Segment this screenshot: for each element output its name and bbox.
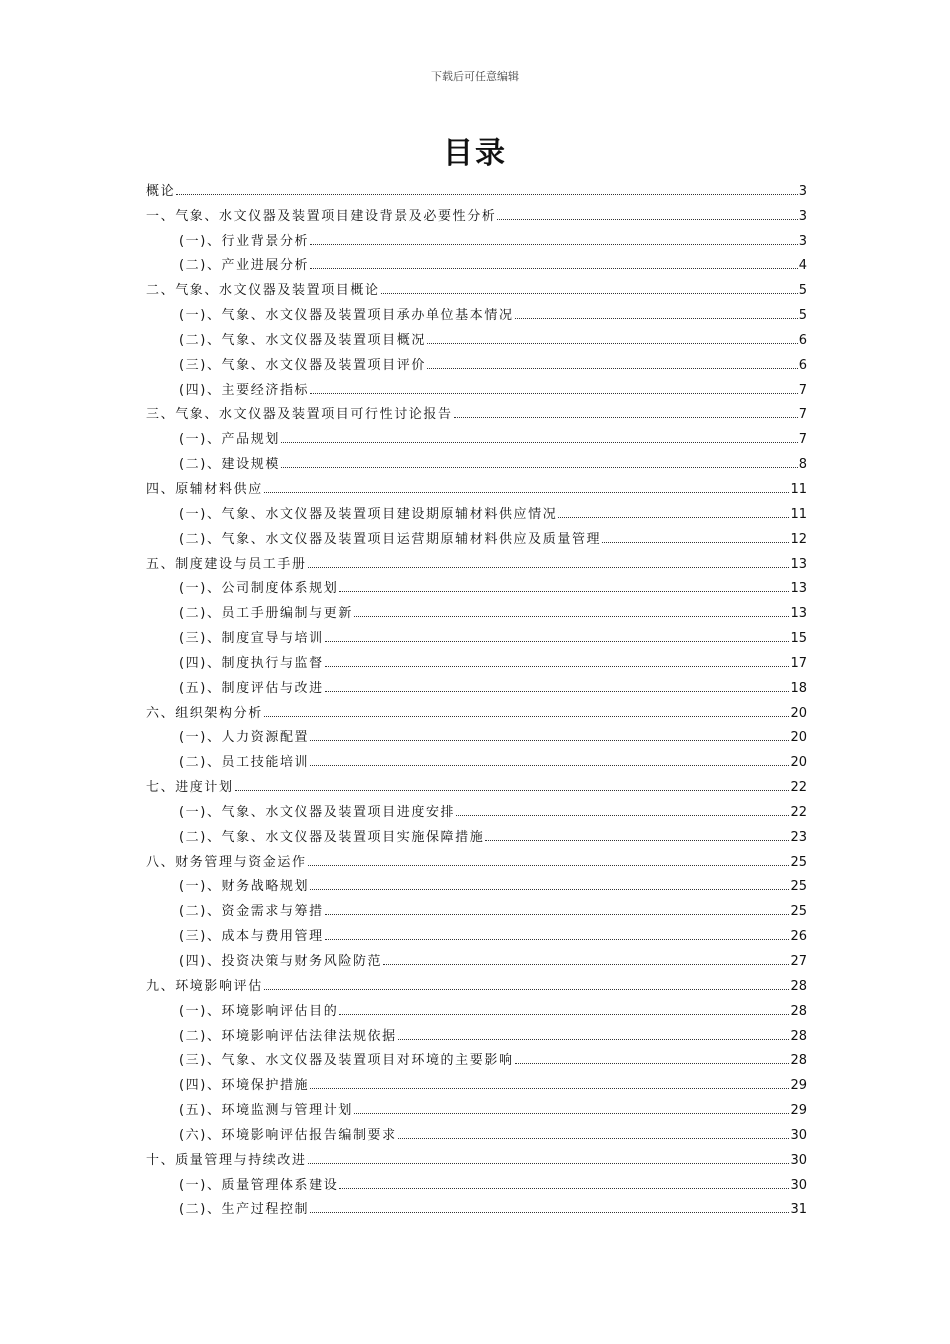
toc-entry[interactable] (146, 795, 807, 820)
dot-leader (325, 666, 790, 667)
dot-leader (264, 492, 790, 493)
toc-title: 目录 (443, 136, 507, 171)
dot-leader (264, 716, 790, 717)
toc-entry-page-number: 13 (790, 581, 807, 597)
toc-entry-page-number: 13 (790, 556, 807, 572)
toc-entry[interactable] (146, 870, 807, 895)
toc-entry-page-number: 6 (798, 357, 807, 373)
dot-leader (308, 865, 790, 866)
dot-leader (308, 567, 790, 568)
toc-entry-page-number: 12 (790, 531, 807, 547)
toc-entry-label: 七、进度计划 (146, 780, 234, 796)
dot-leader (310, 1212, 789, 1213)
toc-entry-label: 六、组织架构分析 (146, 705, 263, 721)
dot-leader (325, 641, 790, 642)
toc-entry[interactable] (146, 1193, 807, 1218)
toc-entry[interactable] (146, 224, 807, 249)
toc-entry-page-number: 22 (790, 780, 807, 796)
dot-leader (497, 219, 797, 220)
toc-entry-page-number: 7 (798, 432, 807, 448)
toc-entry[interactable] (146, 572, 807, 597)
toc-entry[interactable] (146, 969, 807, 994)
dot-leader (398, 1138, 790, 1139)
toc-entry[interactable] (146, 174, 807, 199)
toc-entry[interactable] (146, 1019, 807, 1044)
dot-leader (310, 765, 789, 766)
dot-leader (354, 1113, 790, 1114)
dot-leader (381, 293, 798, 294)
toc-entry[interactable] (146, 820, 807, 845)
toc-entry[interactable] (146, 671, 807, 696)
toc-entry-label: 九、环境影响评估 (146, 978, 263, 994)
toc-entry[interactable] (146, 845, 807, 870)
toc-entry-page-number: 7 (798, 382, 807, 398)
dot-leader (354, 616, 790, 617)
toc-entry[interactable] (146, 1093, 807, 1118)
toc-entry[interactable] (146, 472, 807, 497)
toc-entry-label: (二)、生产过程控制 (179, 1202, 310, 1218)
toc-entry[interactable] (146, 621, 807, 646)
dot-leader (383, 964, 789, 965)
toc-entry-page-number: 13 (790, 606, 807, 622)
toc-entry[interactable] (146, 721, 807, 746)
toc-entry-page-number: 28 (790, 1053, 807, 1069)
toc-entry-label: (六)、环境影响评估报告编制要求 (179, 1127, 397, 1143)
toc-entry[interactable] (146, 348, 807, 373)
toc-entry[interactable] (146, 770, 807, 795)
toc-entry-label: (四)、投资决策与财务风险防范 (179, 954, 383, 969)
toc-entry-label: (三)、气象、水文仪器及装置项目对环境的主要影响 (179, 1053, 514, 1069)
toc-entry-page-number: 31 (790, 1202, 807, 1218)
dot-leader (454, 417, 798, 418)
toc-entry-label: 四、原辅材料供应 (146, 481, 263, 497)
dot-leader (310, 1088, 789, 1089)
toc-entry-label: (五)、环境监测与管理计划 (179, 1103, 353, 1119)
toc-entry[interactable] (146, 497, 807, 522)
toc-entry-page-number: 20 (790, 705, 807, 721)
toc-entry-page-number: 8 (798, 457, 807, 473)
dot-leader (281, 467, 798, 468)
toc-entry[interactable] (146, 696, 807, 721)
toc-entry[interactable] (146, 323, 807, 348)
toc-entry-page-number: 6 (798, 332, 807, 348)
dot-leader (456, 815, 789, 816)
toc-entry-label: (一)、产品规划 (179, 432, 280, 448)
dot-leader (515, 318, 798, 319)
toc-entry[interactable] (146, 596, 807, 621)
dot-leader (325, 939, 790, 940)
toc-entry[interactable] (146, 745, 807, 770)
toc-entry-label: 五、制度建设与员工手册 (146, 556, 307, 572)
toc-entry-page-number: 28 (790, 1028, 807, 1044)
dot-leader (310, 740, 789, 741)
toc-entry-label: (四)、主要经济指标 (179, 382, 310, 398)
dot-leader (485, 840, 789, 841)
toc-entry-page-number: 11 (790, 506, 807, 522)
toc-entry-page-number: 11 (790, 481, 807, 497)
toc-entry-page-number: 25 (790, 854, 807, 870)
dot-leader (176, 194, 798, 195)
toc-entry-label: (二)、环境影响评估法律法规依据 (179, 1028, 397, 1044)
toc-entry[interactable] (146, 398, 807, 423)
toc-entry-page-number: 5 (798, 308, 807, 324)
toc-entry-page-number: 20 (790, 755, 807, 771)
dot-leader (235, 790, 790, 791)
toc-entry-label: 一、气象、水文仪器及装置项目建设背景及必要性分析 (146, 208, 497, 224)
toc-entry-label: (二)、建设规模 (179, 457, 280, 473)
toc-entry[interactable] (146, 522, 807, 547)
toc-entry-label: (二)、气象、水文仪器及装置项目运营期原辅材料供应及质量管理 (179, 531, 602, 547)
toc-entry-label: (二)、气象、水文仪器及装置项目概况 (179, 332, 426, 348)
toc-entry-label: (一)、气象、水文仪器及装置项目建设期原辅材料供应情况 (179, 506, 558, 522)
toc-entry-label: (三)、成本与费用管理 (179, 929, 324, 945)
toc-entry[interactable] (146, 373, 807, 398)
toc-entry-page-number: 5 (798, 283, 807, 299)
toc-entry-label: (一)、人力资源配置 (179, 730, 310, 746)
dot-leader (310, 268, 798, 269)
toc-entry-label: (四)、制度执行与监督 (179, 655, 324, 671)
toc-entry-label: 二、气象、水文仪器及装置项目概论 (146, 283, 380, 299)
toc-entry-label: (一)、公司制度体系规划 (179, 581, 339, 597)
dot-leader (310, 393, 798, 394)
toc-entry[interactable] (146, 646, 807, 671)
toc-entry-page-number: 29 (790, 1103, 807, 1119)
dot-leader (281, 442, 798, 443)
toc-entry-label: (二)、产业进展分析 (179, 258, 310, 274)
toc-entry[interactable] (146, 994, 807, 1019)
toc-entry[interactable] (146, 1118, 807, 1143)
toc-entry-page-number: 23 (790, 829, 807, 845)
toc-entry-page-number: 30 (790, 1177, 807, 1193)
dot-leader (515, 1063, 790, 1064)
dot-leader (339, 1188, 789, 1189)
toc-entry-page-number: 7 (798, 407, 807, 423)
toc-entry-page-number: 26 (790, 929, 807, 945)
dot-leader (339, 1014, 789, 1015)
toc-entry-page-number: 29 (790, 1078, 807, 1094)
toc-entry[interactable] (146, 1143, 807, 1168)
toc-entry-page-number: 17 (790, 655, 807, 671)
toc-entry-page-number: 3 (798, 208, 807, 224)
toc-entry[interactable] (146, 919, 807, 944)
toc-entry[interactable] (146, 422, 807, 447)
dot-leader (310, 889, 789, 890)
dot-leader (308, 1163, 790, 1164)
toc-entry-label: (一)、行业背景分析 (179, 233, 310, 249)
toc-entry-page-number: 3 (798, 183, 807, 199)
dot-leader (427, 368, 798, 369)
toc-entry-page-number: 25 (790, 904, 807, 920)
toc-entry[interactable] (146, 298, 807, 323)
dot-leader (398, 1039, 790, 1040)
toc-entry-label: (一)、环境影响评估目的 (179, 1003, 339, 1019)
toc-entry-page-number: 30 (790, 1152, 807, 1168)
toc-entry-page-number: 25 (790, 879, 807, 895)
toc-entry-page-number: 28 (790, 978, 807, 994)
toc-entry[interactable] (146, 447, 807, 472)
toc-entry-label: (三)、气象、水文仪器及装置项目评价 (179, 357, 426, 373)
toc-entry-label: (四)、环境保护措施 (179, 1078, 310, 1094)
toc-entry-label: (二)、资金需求与筹措 (179, 904, 324, 920)
toc-entry-label: (一)、气象、水文仪器及装置项目进度安排 (179, 804, 456, 820)
toc-entry[interactable] (146, 1068, 807, 1093)
dot-leader (558, 517, 789, 518)
toc-entry-label: (一)、质量管理体系建设 (179, 1177, 339, 1193)
dot-leader (325, 691, 790, 692)
toc-entry-label: (二)、员工技能培训 (179, 755, 310, 771)
toc-entry-label: 概论 (146, 183, 176, 199)
toc-entry-label: 十、质量管理与持续改进 (146, 1152, 307, 1168)
dot-leader (602, 542, 789, 543)
toc-entry-label: 三、气象、水文仪器及装置项目可行性讨论报告 (146, 407, 453, 423)
toc-entry-label: (三)、制度宣导与培训 (179, 631, 324, 647)
toc-entry[interactable] (146, 273, 807, 298)
toc-entry-page-number: 28 (790, 1003, 807, 1019)
toc-entry[interactable] (146, 1168, 807, 1193)
toc-entry[interactable] (146, 894, 807, 919)
dot-leader (339, 591, 789, 592)
toc-entry-label: (一)、财务战略规划 (179, 879, 310, 895)
page-header: 下载后可任意编辑 (431, 70, 519, 83)
toc-entry-page-number: 15 (790, 631, 807, 647)
table-of-contents (146, 174, 807, 1217)
dot-leader (325, 914, 790, 915)
toc-entry[interactable] (146, 1044, 807, 1069)
toc-entry-page-number: 4 (798, 258, 807, 274)
toc-entry-label: (五)、制度评估与改进 (179, 680, 324, 696)
dot-leader (264, 989, 790, 990)
toc-entry-page-number: 18 (790, 680, 807, 696)
toc-entry-page-number: 22 (790, 804, 807, 820)
toc-entry-label: (一)、气象、水文仪器及装置项目承办单位基本情况 (179, 308, 514, 324)
toc-entry-page-number: 27 (790, 954, 807, 969)
toc-entry-label: (二)、员工手册编制与更新 (179, 606, 353, 622)
dot-leader (310, 244, 798, 245)
toc-entry-page-number: 30 (790, 1127, 807, 1143)
toc-entry-page-number: 20 (790, 730, 807, 746)
toc-entry-page-number: 3 (798, 233, 807, 249)
toc-entry-label: 八、财务管理与资金运作 (146, 854, 307, 870)
toc-entry[interactable] (146, 944, 807, 969)
dot-leader (427, 343, 798, 344)
toc-entry[interactable] (146, 199, 807, 224)
toc-entry[interactable] (146, 249, 807, 274)
toc-entry[interactable] (146, 547, 807, 572)
toc-entry-label: (二)、气象、水文仪器及装置项目实施保障措施 (179, 829, 485, 845)
